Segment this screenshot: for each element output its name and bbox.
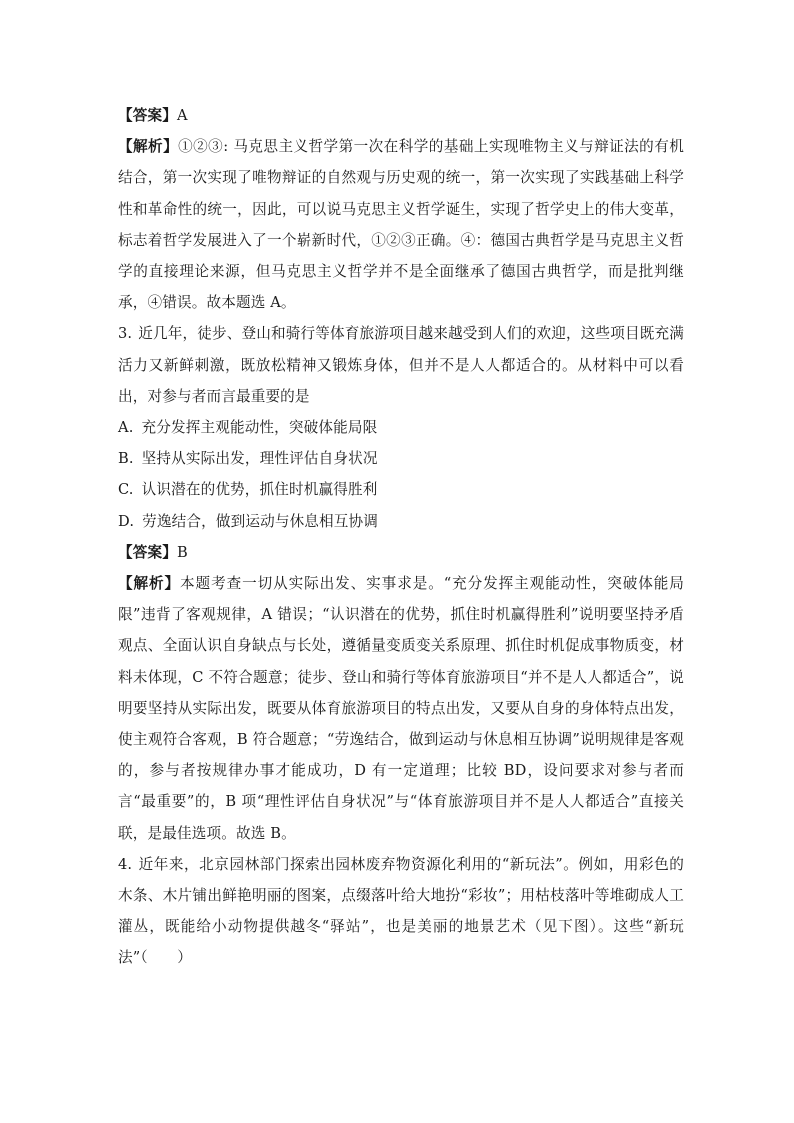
option-a xyxy=(118,412,684,443)
question-stem: 近几年，徒步、登山和骑行等体育旅游项目越来越受到人们的欢迎，这些项目既充满活力又新鲜刺激，既放松精神又锻炼身体，但并不是人人都适合的。从材料中可以看出，对参与者而言最重要的是 xyxy=(118,325,684,405)
analysis-block-1 xyxy=(118,131,684,318)
question-3 xyxy=(118,318,684,412)
question-number: 4. xyxy=(118,855,133,873)
option-text: 充分发挥主观能动性，突破体能局限 xyxy=(141,419,378,437)
analysis-block-2 xyxy=(118,568,684,849)
answer-label: 【答案】 xyxy=(118,107,177,124)
analysis-text: 本题考查一切从实际出发、实事求是。“充分发挥主观能动性，突破体能局限”违背了客观规律，A 错误；“认识潜在的优势，抓住时机赢得胜利”说明要坚持矛盾观点、全面认识自身缺点与长处，遵循量变质变关系原理、抓住时机促成事物质变，材料未体现，C 不符合题意；徒步、登山和骑行等体育旅游项目“并不是人人都适合”，说明要坚持从实际出发，既要从体育旅游项目的特点出发，又要从自身的身体特点出发，使主观符合客观，B 符合题意；“劳逸结合，做到运动与休息相互协调”说明规律是客观的，参与者按规律办事才能成功，D 有一定道理；比较 BD，设问要求对参与者而言“最重要”的，B 项“理性评估自身状况”与“体育旅游项目并不是人人都适合”直接关联，是最佳选项。故选 B。 xyxy=(118,575,684,842)
option-text: 坚持从实际出发，理性评估自身状况 xyxy=(141,450,378,468)
answer-block-1 xyxy=(118,100,684,131)
option-c xyxy=(118,474,684,505)
option-text: 劳逸结合，做到运动与休息相互协调 xyxy=(142,512,379,530)
question-number: 3. xyxy=(118,325,133,343)
answer-label: 【答案】 xyxy=(118,543,177,561)
option-letter: A. xyxy=(118,419,134,437)
option-text: 认识潜在的优势，抓住时机赢得胜利 xyxy=(141,481,378,499)
answer-block-2 xyxy=(118,537,684,568)
answer-value: B xyxy=(176,543,188,561)
option-d xyxy=(118,506,684,537)
answer-value: A xyxy=(176,107,188,124)
option-b xyxy=(118,443,684,474)
option-letter: D. xyxy=(118,512,135,530)
option-letter: B. xyxy=(118,450,134,468)
analysis-label: 【解析】 xyxy=(118,138,179,156)
question-4 xyxy=(118,849,684,974)
analysis-label: 【解析】 xyxy=(118,575,181,593)
question-stem: 近年来，北京园林部门探索出园林废弃物资源化利用的“新玩法”。例如，用彩色的木条、木片铺出鲜艳明丽的图案，点缀落叶给大地扮“彩妆”；用枯枝落叶等堆砌成人工灌丛，既能给小动物提供越冬“驿站”，也是美丽的地景艺术（见下图）。这些“新玩法”（ ） xyxy=(118,855,684,967)
option-letter: C. xyxy=(118,481,134,499)
document-page xyxy=(118,100,684,974)
analysis-text: ①②③: 马克思主义哲学第一次在科学的基础上实现唯物主义与辩证法的有机结合，第一次实现了唯物辩证的自然观与历史观的统一，第一次实现了实践基础上科学性和革命性的统一，因此，可以说马克思主义哲学诞生，实现了哲学史上的伟大变革，标志着哲学发展进入了一个崭新时代，①②③正确。④：德国古典哲学是马克思主义哲学的直接理论来源，但马克思主义哲学并不是全面继承了德国古典哲学，而是批判继承，④错误。故本题选 A。 xyxy=(118,138,684,312)
